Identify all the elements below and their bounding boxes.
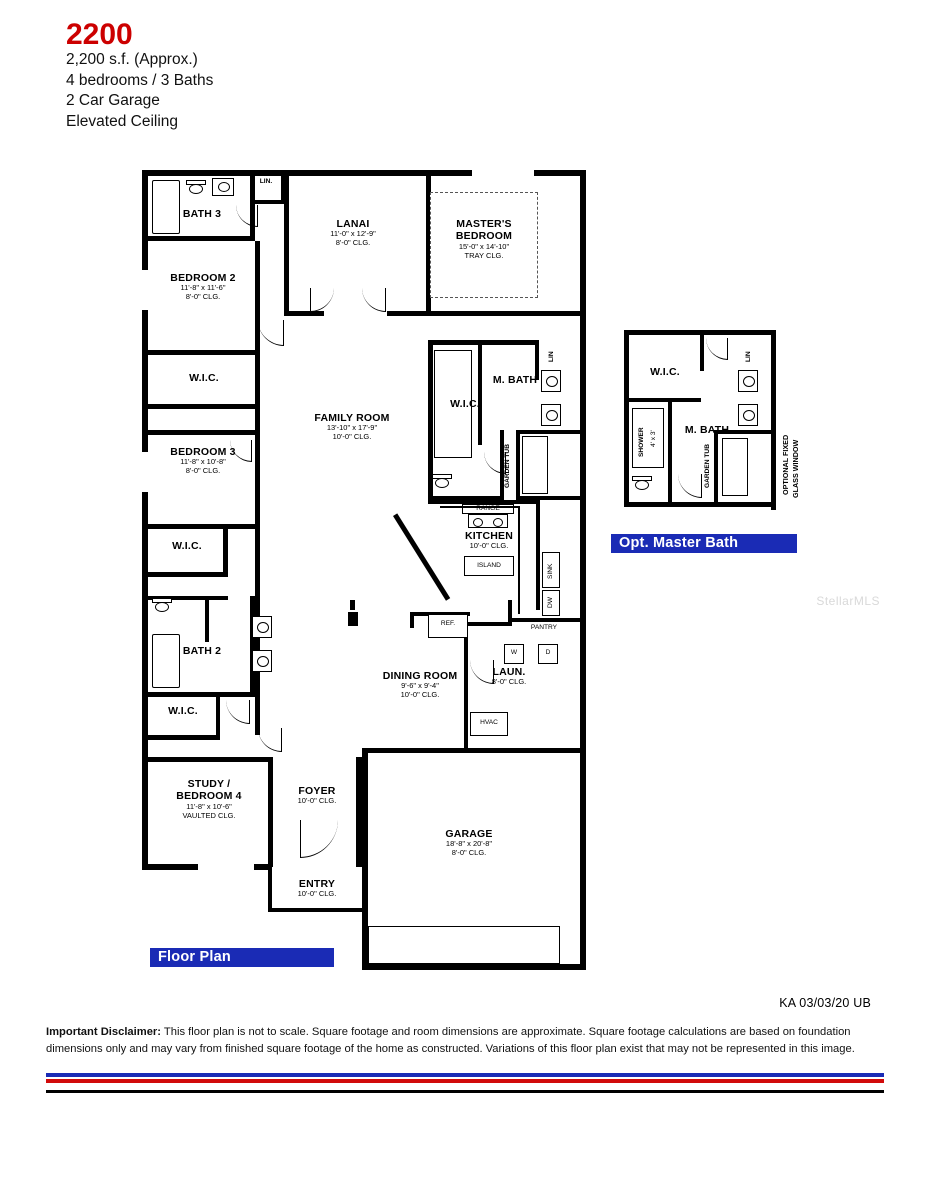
wall-bed3-top xyxy=(148,430,260,435)
header-line-1: 2,200 s.f. (Approx.) xyxy=(66,51,198,68)
burner-left xyxy=(473,518,483,527)
wall-hall-right-1 xyxy=(255,355,260,735)
omb-wall-wic-right xyxy=(700,335,704,371)
entry-wall-bottom xyxy=(268,908,368,912)
room-label-wic-bath2: W.I.C. xyxy=(168,705,198,717)
omb-toilet xyxy=(632,476,652,492)
omb-label-glass-2: GLASS WINDOW xyxy=(791,439,800,499)
sink-bath2-lower xyxy=(257,656,269,667)
omb-sink-lower xyxy=(743,410,755,421)
kitchen-counter-dashed xyxy=(518,506,520,614)
label-sink: SINK xyxy=(547,563,554,579)
door-entry xyxy=(300,820,338,858)
wall-kitchen-right xyxy=(536,500,540,610)
label-dryer: D xyxy=(545,649,551,656)
sink-mbath-lower xyxy=(546,410,558,421)
room-label-entry: ENTRY 10'-0" CLG. xyxy=(297,878,337,899)
omb-label-garden-tub: GARDEN TUB xyxy=(704,444,711,488)
door-bath2 xyxy=(226,700,250,724)
tub-bath3 xyxy=(152,180,180,234)
rule-black xyxy=(46,1090,884,1093)
room-label-family: FAMILY ROOM 13'-10" x 17'-9" 10'-0" CLG. xyxy=(314,412,390,442)
room-label-bed2: BEDROOM 2 11'-8" x 11'-6" 8'-0" CLG. xyxy=(170,272,236,302)
wall-lin-bottom xyxy=(250,200,285,204)
omb-wall-left xyxy=(624,330,629,506)
header-line-3: 2 Car Garage xyxy=(66,92,160,110)
door-study xyxy=(258,728,282,752)
omb-label-lin: LIN xyxy=(745,351,752,363)
omb-garden-tub-box xyxy=(722,438,748,496)
window-study xyxy=(196,864,256,870)
header-line-2: 4 bedrooms / 3 Baths xyxy=(66,71,214,89)
wall-wic3-right xyxy=(216,697,220,739)
wall-gardentub-top xyxy=(516,430,580,434)
room-label-dining: DINING ROOM 9'-6" x 9'-4" 10'-0" CLG. xyxy=(382,670,458,700)
room-label-garden-tub: GARDEN TUB xyxy=(504,444,511,488)
wall-pantry-top xyxy=(508,618,580,622)
omb-wall-bottom xyxy=(624,502,776,507)
room-label-kitchen: KITCHEN 10'-0" CLG. xyxy=(464,530,514,551)
header-line-4: Elevated Ceiling xyxy=(66,112,179,130)
wall-study-right xyxy=(268,757,273,867)
toilet-bath2 xyxy=(152,598,172,614)
door-mbath xyxy=(484,452,506,474)
omb-label-glass-1: OPTIONAL FIXED xyxy=(781,434,790,496)
door-lanai-right xyxy=(362,288,386,312)
wall-wic2-right xyxy=(223,529,228,577)
disclaimer xyxy=(46,1024,884,1058)
wall-mbath-mid xyxy=(478,345,482,445)
label-ref: REF. xyxy=(440,620,456,627)
wall-lanai-bottom xyxy=(284,311,324,316)
rule-red xyxy=(46,1079,884,1083)
wall-dining-bottom xyxy=(362,748,580,753)
room-label-bed3: BEDROOM 3 11'-8" x 10'-8" 8'-0" CLG. xyxy=(170,446,236,476)
wall-mbath-top xyxy=(428,340,538,345)
opt-master-bath-banner: Opt. Master Bath xyxy=(611,534,797,553)
label-dw: DW xyxy=(547,597,554,609)
wall-wic2-bottom xyxy=(148,572,228,577)
room-label-foyer: FOYER 10'-0" CLG. xyxy=(297,785,337,806)
sink-bath3 xyxy=(218,182,230,192)
omb-wall-tub-left xyxy=(714,430,718,502)
omb-wall-shower-right xyxy=(668,402,672,502)
wall-bath2-right xyxy=(250,596,255,696)
tub-bath2 xyxy=(152,634,180,688)
wall-bath2-bottom xyxy=(148,692,255,697)
omb-label-shower-dims: 4' x 3' xyxy=(650,430,657,448)
room-label-lin2: LIN xyxy=(548,351,555,363)
omb-wall-wic-bottom xyxy=(629,398,701,402)
room-label-lin: LIN. xyxy=(259,178,273,185)
window-master xyxy=(470,170,536,176)
wall-study-top xyxy=(148,757,272,762)
label-hvac: HVAC xyxy=(480,719,498,726)
label-washer: W xyxy=(510,649,518,656)
room-label-bath3: BATH 3 xyxy=(182,208,222,220)
omb-wall-right xyxy=(771,330,776,510)
wall-kitchen-left-angle xyxy=(393,513,450,600)
wall-dining-left xyxy=(350,600,355,610)
page-title: 2200 xyxy=(66,18,133,51)
burner-right xyxy=(493,518,503,527)
label-range: RANGE xyxy=(476,505,500,512)
room-label-wic-master: W.I.C. xyxy=(450,398,480,410)
watermark: StellarMLS xyxy=(816,594,880,608)
label-pantry: PANTRY xyxy=(530,624,558,631)
plan-header xyxy=(66,20,213,132)
door-bed2 xyxy=(258,320,284,346)
exterior-wall-bottom xyxy=(362,964,586,970)
room-label-wic-bed2: W.I.C. xyxy=(189,372,219,384)
wall-foyer-right xyxy=(356,757,362,867)
room-label-mbath: M. BATH xyxy=(492,374,538,386)
room-label-laun: LAUN. 8'-0" CLG. xyxy=(491,666,527,687)
wall-lanai-bottom2 xyxy=(387,311,431,316)
room-label-master: MASTER'S BEDROOM 15'-0" x 14'-10" TRAY CLG. xyxy=(455,218,513,260)
room-label-study: STUDY / BEDROOM 4 11'-8" x 10'-6" VAULTED CLG. xyxy=(176,778,242,820)
wall-bed2-bottom xyxy=(148,350,260,355)
garden-tub-main xyxy=(522,436,548,494)
room-label-garage: GARAGE 18'-8" x 20'-8" 8'-0" CLG. xyxy=(445,828,493,858)
disclaimer-title: Important Disclaimer: xyxy=(46,1026,162,1038)
room-label-bath2: BATH 2 xyxy=(182,645,222,657)
wall-gardentub-left xyxy=(516,430,520,500)
wall-pantry-left xyxy=(508,600,512,622)
sink-bath2-upper xyxy=(257,622,269,633)
exterior-wall-right xyxy=(580,170,586,970)
room-label-wic-bed3: W.I.C. xyxy=(172,540,202,552)
wall-bed3-bottom xyxy=(148,524,260,529)
floor-plan-banner: Floor Plan xyxy=(150,948,334,967)
omb-sink-upper xyxy=(743,376,755,387)
label-island: ISLAND xyxy=(477,562,501,569)
wall-bath3-bottom xyxy=(148,236,255,241)
door-lanai-left xyxy=(310,288,334,312)
omb-shower-box xyxy=(632,408,664,468)
column-family xyxy=(348,612,358,626)
omb-label-mbath: M. BATH xyxy=(684,424,730,436)
toilet-bath3 xyxy=(186,180,206,196)
omb-label-wic: W.I.C. xyxy=(650,366,680,378)
toilet-mbath xyxy=(432,474,452,490)
room-label-lanai: LANAI 11'-0" x 12'-9" 8'-0" CLG. xyxy=(330,218,376,248)
wall-laun-top xyxy=(464,622,512,626)
rule-blue xyxy=(46,1073,884,1077)
wall-wic3-bottom xyxy=(148,735,220,740)
wall-master-bottom xyxy=(426,311,586,316)
disclaimer-text: This floor plan is not to scale. Square footage and room dimensions are approximate. Square footage calculations are based on foundation dimensions only and may vary from finished square footage of the home as constructed. Variations of this floor plan exist that may not be represented in this image. xyxy=(46,1026,855,1055)
omb-label-shower: SHOWER xyxy=(638,427,645,457)
omb-wic-door xyxy=(706,338,728,360)
wall-bath2-div xyxy=(205,596,209,642)
wall-wic1-bottom xyxy=(148,404,260,409)
omb-door xyxy=(678,474,702,498)
wall-ref-box-left xyxy=(410,612,414,628)
plan-code: KA 03/03/20 UB xyxy=(779,996,871,1010)
window-garage-door xyxy=(368,926,560,964)
